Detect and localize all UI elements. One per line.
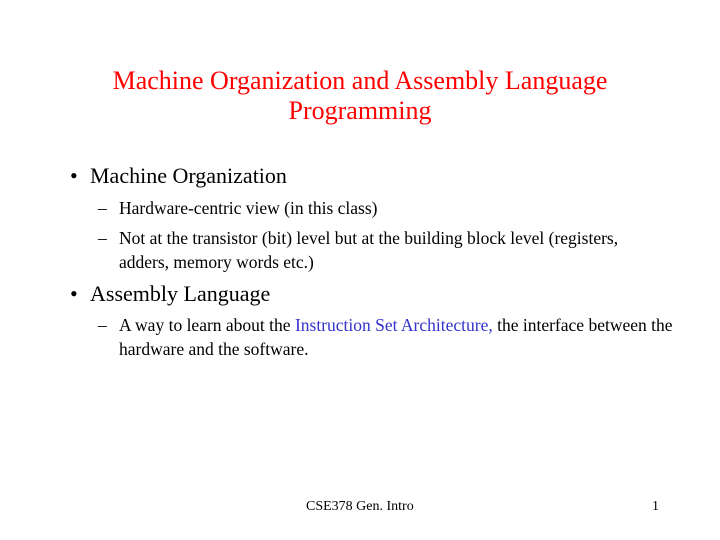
bullet-marker: • <box>70 163 78 188</box>
slide-title: Machine Organization and Assembly Language Programming <box>112 66 608 125</box>
dash-marker: – <box>98 315 107 335</box>
page-number: 1 <box>652 499 659 514</box>
text-after: the interface between the hardware and the software. <box>119 315 673 359</box>
subbullet-text <box>119 313 699 361</box>
text-before: A way to learn about the <box>119 315 295 335</box>
bullet-marker: • <box>70 281 78 306</box>
subbullet-text: Not at the transistor (bit) level but at the building block level (registers, adders, memory words etc.) <box>119 228 619 272</box>
isa-highlight: Instruction Set Architecture, <box>294 315 493 335</box>
bullet-text: Assembly Language <box>90 281 271 306</box>
bullet-text: Machine Organization <box>90 163 287 188</box>
dash-marker: – <box>98 228 107 248</box>
footer-course: CSE378 Gen. Intro <box>306 499 414 514</box>
subbullet-text: Hardware-centric view (in this class) <box>119 198 378 218</box>
dash-marker: – <box>98 198 107 218</box>
